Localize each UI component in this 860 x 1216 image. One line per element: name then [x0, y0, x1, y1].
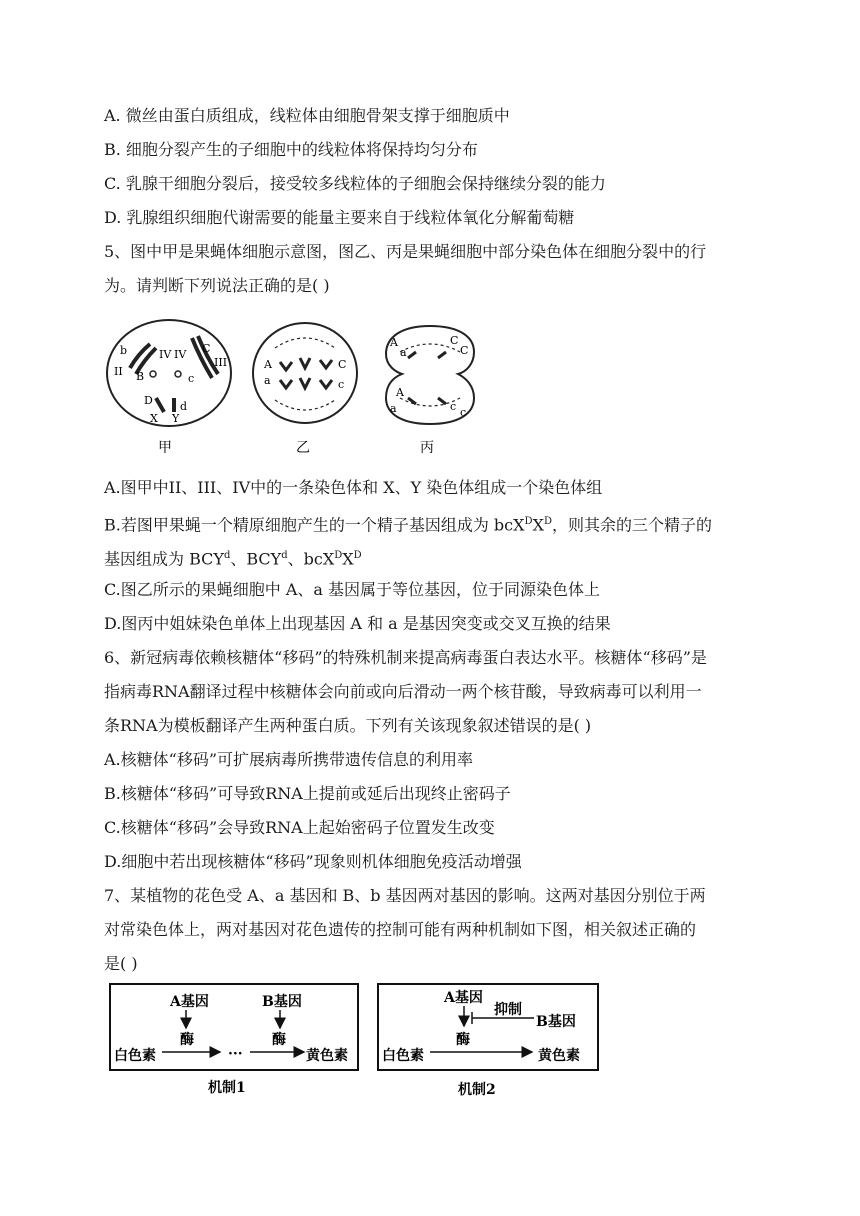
mech1-gene-a: A基因 [170, 994, 209, 1010]
q6-option-d: D.细胞中若出现核糖体“移码”现象则机体细胞免疫活动增强 [104, 852, 522, 871]
bing-mark-c-bottom1: c [450, 400, 457, 413]
yi-mark-A: A [264, 358, 272, 371]
q6-option-a: A.核糖体“移码”可扩展病毒所携带遗传信息的利用率 [104, 750, 474, 769]
jia-mark-Y: Y [172, 412, 180, 425]
yi-mark-a: a [264, 374, 271, 387]
jia-mark-B: B [136, 370, 145, 383]
q5-option-b-line2: 基因组成为 BCY$^d$、BCY$^d$、$bcX^DX^D$ [104, 549, 362, 569]
q6-option-b: B.核糖体“移码”可导致RNA上提前或延后出现终止密码子 [104, 784, 511, 803]
q5-option-c: C.图乙所示的果蝇细胞中 A、a 基因属于等位基因，位于同源染色体上 [104, 580, 601, 599]
bing-mark-a-bottom: a [390, 402, 397, 415]
q4-option-b: B. 细胞分裂产生的子细胞中的线粒体将保持均匀分布 [104, 140, 478, 159]
jia-mark-D: D [144, 394, 153, 407]
mech1-middle: ··· [228, 1046, 243, 1062]
mech2-gene-b: B基因 [536, 1014, 576, 1030]
mech1-enzyme1: 酶 [180, 1032, 194, 1048]
q7-mechanism-figure [100, 978, 610, 1108]
bing-mark-a-top: a [400, 346, 407, 359]
q4-option-d: D. 乳腺组织细胞代谢需要的能量主要来自于线粒体氧化分解葡萄糖 [104, 208, 575, 227]
mech1-caption: 机制1 [208, 1080, 246, 1096]
jia-mark-d: d [180, 400, 188, 413]
jia-mark-c: c [188, 372, 195, 385]
mech1-gene-b: B基因 [262, 994, 302, 1010]
mech2-gene-a: A基因 [444, 990, 483, 1006]
mech2-end: 黄色素 [538, 1048, 580, 1064]
q5-option-d: D.图丙中姐妹染色单体上出现基因 A 和 a 是基因突变或交叉互换的结果 [104, 614, 611, 633]
figure-label-jia: 甲 [158, 440, 172, 456]
jia-mark-C: C [202, 342, 211, 355]
jia-mark-II: II [114, 365, 123, 378]
mech2-enzyme: 酶 [456, 1032, 470, 1048]
q6-stem-line3: 条RNA为模板翻译产生两种蛋白质。下列有关该现象叙述错误的是( ) [104, 716, 592, 735]
mech2-start: 白色素 [382, 1048, 424, 1064]
q7-stem-line2: 对常染色体上，两对基因对花色遗传的控制可能有两种机制如下图，相关叙述正确的 [104, 920, 697, 939]
bing-mark-c-bottom2: c [460, 406, 467, 419]
q5-stem-line1: 5、图中甲是果蝇体细胞示意图，图乙、丙是果蝇细胞中部分染色体在细胞分裂中的行 [104, 242, 707, 261]
jia-mark-b: b [120, 344, 128, 357]
q4-option-a: A. 微丝由蛋白质组成，线粒体由细胞骨架支撑于细胞质中 [104, 106, 510, 125]
figure-label-bing: 丙 [420, 440, 434, 456]
q5-option-a: A.图甲中II、III、IV中的一条染色体和 X、Y 染色体组成一个染色体组 [104, 478, 603, 497]
bing-mark-C-top2: C [460, 344, 469, 357]
q4-option-c: C. 乳腺干细胞分裂后，接受较多线粒体的子细胞会保持继续分裂的能力 [104, 174, 606, 193]
jia-mark-IV-1: IV [159, 348, 172, 361]
q7-stem-line3: 是( ) [104, 954, 138, 973]
mech1-enzyme2: 酶 [272, 1032, 286, 1048]
q5-option-b-line1: B.若图甲果蝇一个精原细胞产生的一个精子基因组成为 $bcX^DX^D$，则其余的三个精子的 [104, 515, 712, 535]
jia-cell-outline [107, 320, 231, 426]
yi-mark-C: C [338, 358, 347, 371]
q7-stem-line1: 7、某植物的花色受 A、a 基因和 B、b 基因两对基因的影响。这两对基因分别位于两 [104, 886, 706, 905]
q6-option-c: C.核糖体“移码”会导致RNA上起始密码子位置发生改变 [104, 818, 495, 837]
q6-stem-line1: 6、新冠病毒依赖核糖体“移码”的特殊机制来提高病毒蛋白表达水平。核糖体“移码”是 [104, 648, 707, 667]
bing-mark-C-top1: C [450, 334, 459, 347]
q5-cell-figure [100, 318, 480, 460]
bing-mark-A-bottom: A [396, 386, 404, 399]
mech1-start: 白色素 [114, 1048, 156, 1064]
jia-mark-IV-2: IV [174, 348, 187, 361]
jia-mark-X: X [150, 412, 158, 425]
mech2-inhibit: 抑制 [494, 1002, 522, 1018]
q6-stem-line2: 指病毒RNA翻译过程中核糖体会向前或向后滑动一两个核苷酸，导致病毒可以利用一 [104, 682, 702, 701]
mech2-caption: 机制2 [458, 1082, 496, 1098]
mech1-end: 黄色素 [306, 1048, 348, 1064]
yi-mark-c: c [338, 378, 345, 391]
figure-label-yi: 乙 [296, 440, 310, 456]
q5-stem-line2: 为。请判断下列说法正确的是( ) [104, 276, 330, 295]
bing-mark-A-top: A [390, 336, 398, 349]
jia-mark-III: III [214, 356, 228, 369]
